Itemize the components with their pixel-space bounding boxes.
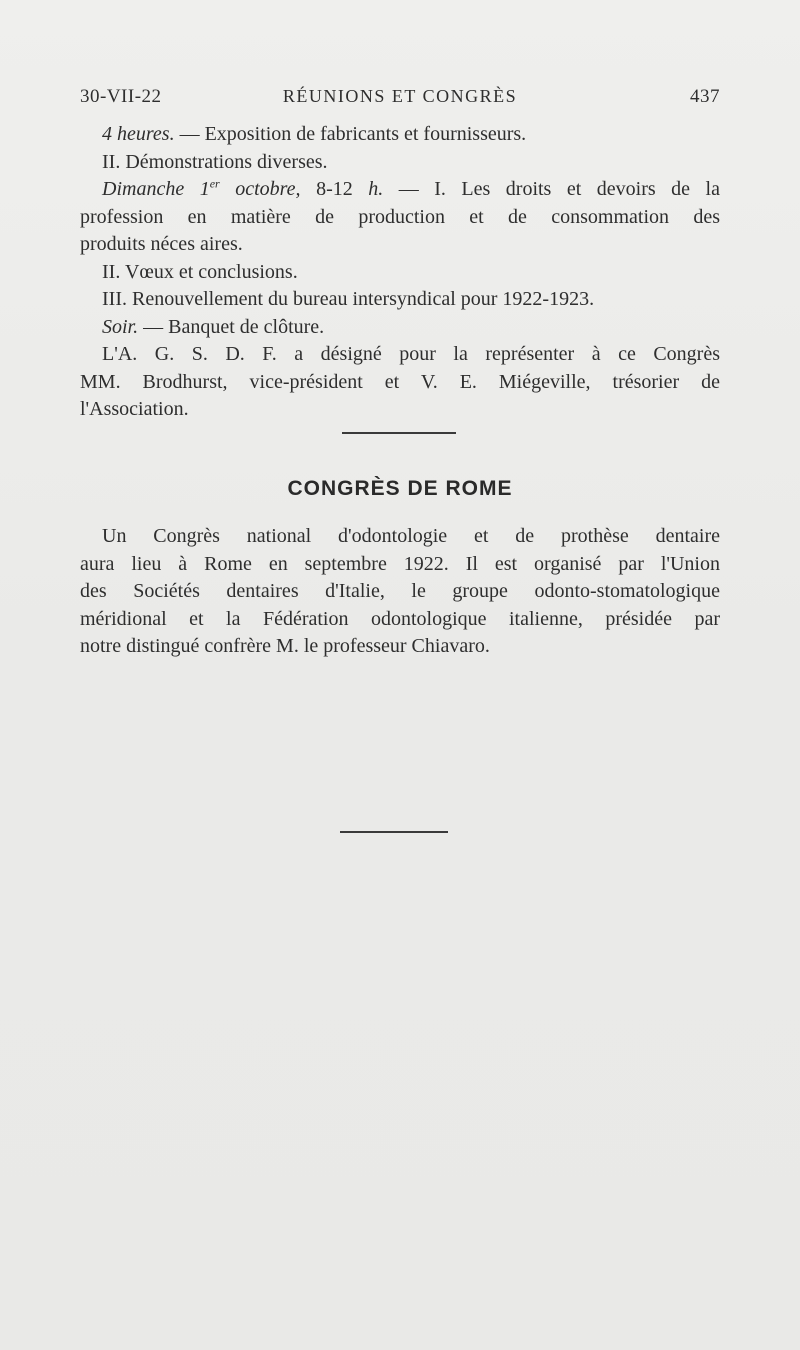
- paragraph-line-4: [80, 606, 720, 634]
- program-text: profession en matière de production et de consommation des: [80, 205, 720, 228]
- end-divider: [340, 831, 448, 833]
- program-line-6: [80, 259, 720, 287]
- program-text: 8-12: [300, 178, 369, 200]
- page-number: 437: [690, 86, 720, 107]
- paragraph-line-2: [80, 551, 720, 579]
- paragraph-text: Un Congrès national d'odontologie et de prothèse dentaire: [102, 525, 720, 547]
- evening-label: Soir.: [102, 315, 139, 338]
- program-text: produits néces aires.: [80, 233, 243, 255]
- program-line-9: [80, 341, 720, 369]
- program-text: — Banquet de clôture.: [138, 315, 325, 338]
- paragraph-line-3: [80, 578, 720, 606]
- header-title: RÉUNIONS ET CONGRÈS: [282, 86, 518, 106]
- paragraph-line-5: [80, 633, 720, 661]
- month-label: octobre,: [219, 178, 301, 200]
- program-text: — I. Les droits et devoirs de la: [383, 178, 720, 200]
- program-text: II. Démonstrations diverses.: [102, 150, 328, 173]
- program-text: — Exposition de fabricants et fournisseurs.: [174, 123, 527, 145]
- ordinal-suffix: er: [209, 176, 220, 191]
- program-line-2: [80, 149, 720, 177]
- program-block: [80, 121, 720, 424]
- paragraph-text: méridional et la Fédération odontologique italienne, présidée par: [80, 607, 720, 630]
- section-divider: [342, 432, 456, 434]
- section-heading: CONGRÈS DE ROME: [287, 477, 513, 500]
- hour-label: h.: [368, 178, 384, 200]
- program-text: MM. Brodhurst, vice-président et V. E. Miégeville, trésorier de: [80, 370, 720, 393]
- paragraph-text: des Sociétés dentaires d'Italie, le groupe odonto-stomatologique: [80, 580, 720, 602]
- program-line-8: [80, 314, 720, 342]
- program-line-4: [80, 204, 720, 232]
- program-line-7: [80, 286, 720, 314]
- program-line-3: [80, 176, 720, 204]
- program-text: II. Vœux et conclusions.: [102, 260, 298, 283]
- program-text: l'Association.: [80, 398, 189, 420]
- time-label: 4 heures.: [102, 123, 175, 145]
- paragraph-text: notre distingué confrère M. le professeur Chiavaro.: [80, 635, 490, 657]
- running-header: [80, 86, 720, 112]
- program-text: III. Renouvellement du bureau intersyndical pour 1922-1923.: [102, 288, 595, 310]
- program-line-11: [80, 396, 720, 424]
- program-text: L'A. G. S. D. F. a désigné pour la représenter à ce Congrès: [102, 343, 720, 365]
- program-line-5: [80, 231, 720, 259]
- program-line-1: [80, 121, 720, 149]
- paragraph-line-1: [80, 523, 720, 551]
- section-paragraph: [80, 523, 720, 661]
- header-date: 30-VII-22: [80, 86, 162, 107]
- program-line-10: [80, 369, 720, 397]
- day-label: Dimanche 1: [102, 178, 210, 200]
- paragraph-text: aura lieu à Rome en septembre 1922. Il est organisé par l'Union: [80, 552, 720, 575]
